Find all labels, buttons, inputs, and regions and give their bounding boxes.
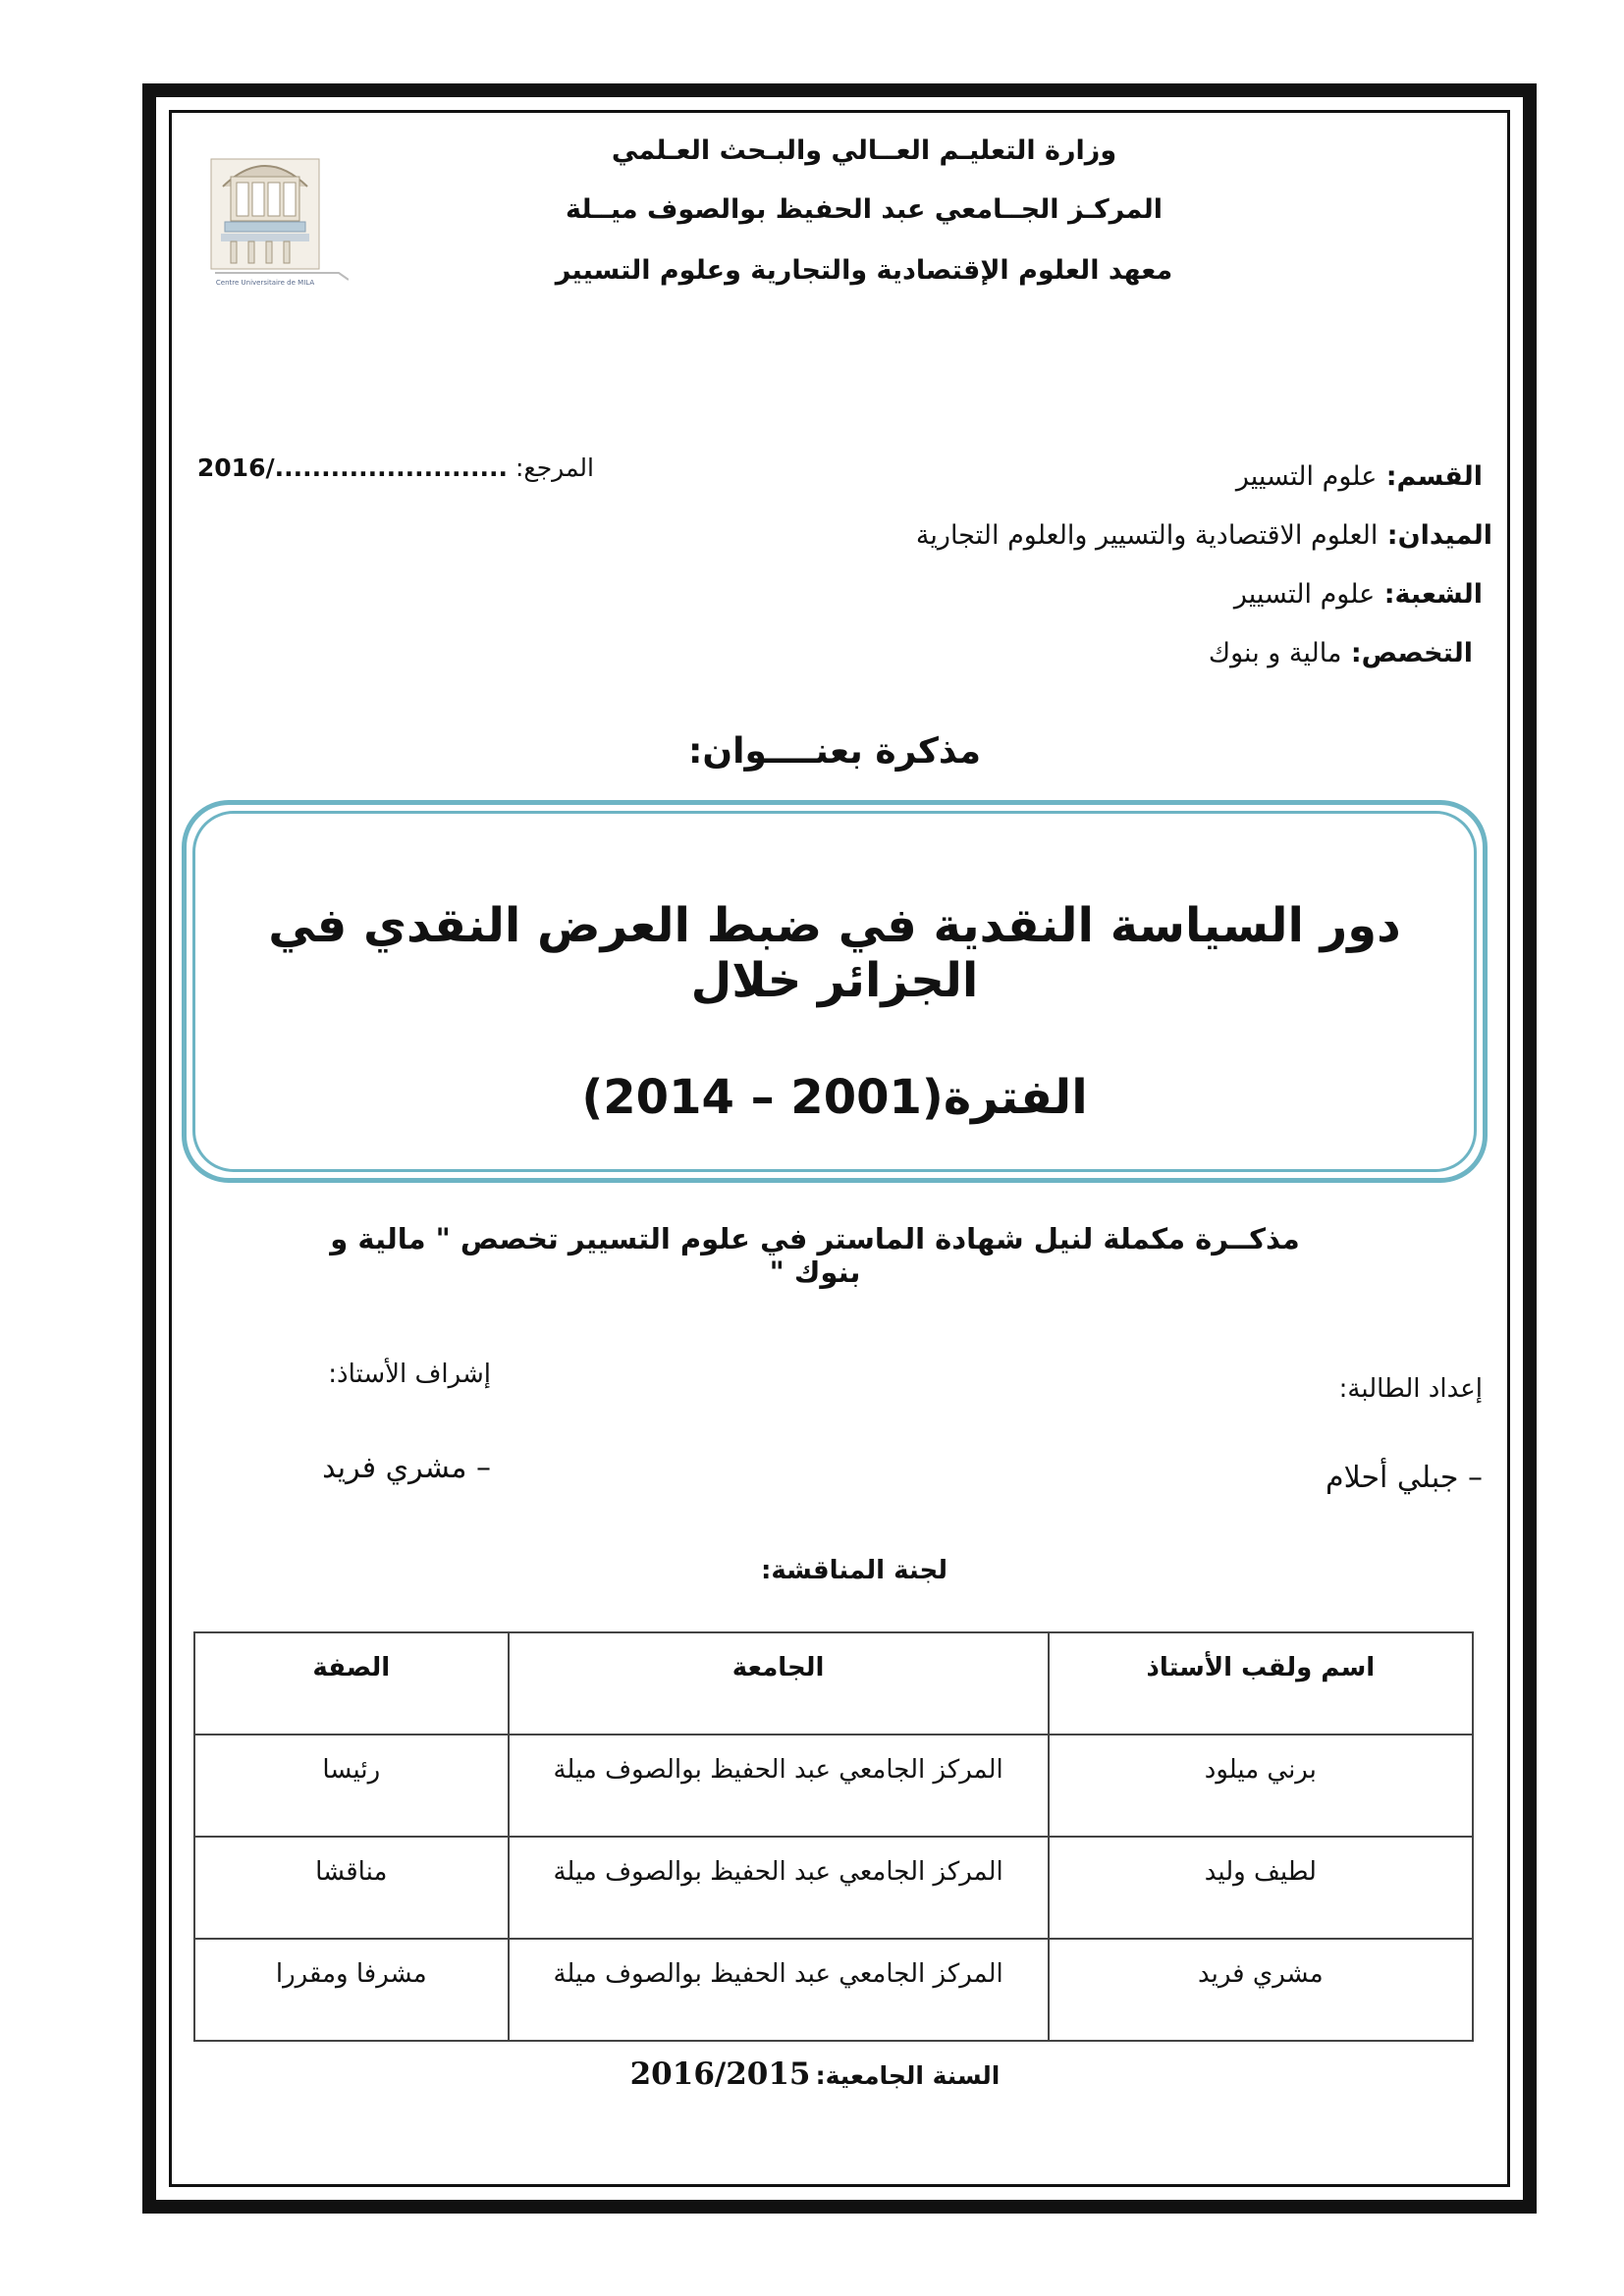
column-header-role: الصفة: [194, 1632, 509, 1735]
university-center-name: المركـز الجــامعي عبد الحفيظ بوالصوف ميــلة: [566, 194, 1163, 225]
student-label: إعداد الطالبة:: [1338, 1374, 1483, 1404]
academic-year-value: 2016/2015: [629, 2056, 811, 2092]
field-value: علوم التسيير: [1235, 461, 1378, 492]
table-row: [194, 1837, 1473, 1939]
logo-caption: Centre Universitaire de MILA: [215, 279, 315, 287]
member-university: المركز الجامعي عبد الحفيظ بوالصوف ميلة: [509, 1939, 1049, 2041]
member-name: لطيف وليد: [1049, 1837, 1473, 1939]
thesis-title-line-1: دور السياسة النقدية في ضبط العرض النقدي في الجزائر خلال: [268, 898, 1401, 1008]
table-row: [194, 1735, 1473, 1837]
member-role: رئيسا: [194, 1735, 509, 1837]
column-header-name: اسم ولقب الأستاذ: [1049, 1632, 1473, 1735]
member-university: المركز الجامعي عبد الحفيظ بوالصوف ميلة: [509, 1837, 1049, 1939]
supervisor-name: – مشري فريد: [322, 1451, 491, 1485]
academic-year-label: السنة الجامعية:: [815, 2061, 1001, 2090]
reference-label: المرجع:: [515, 454, 594, 482]
committee-label: لجنة المناقشة:: [760, 1556, 948, 1585]
field-label: القسم:: [1385, 461, 1483, 492]
field-label: التخصص:: [1350, 638, 1473, 668]
field-domain: [884, 520, 1492, 551]
member-name: برني ميلود: [1049, 1735, 1473, 1837]
reference: [196, 454, 594, 482]
table-row: [194, 1939, 1473, 2041]
memo-heading: مذكرة بعنــــوان:: [688, 731, 981, 772]
title-box: [182, 800, 1488, 1183]
field-value: علوم التسيير: [1233, 579, 1376, 610]
ministry-name: وزارة التعليـم العــالي والبـحث العـلمي: [611, 135, 1117, 166]
field-label: الشعبة:: [1383, 579, 1483, 610]
member-university: المركز الجامعي عبد الحفيظ بوالصوف ميلة: [509, 1735, 1049, 1837]
thesis-title-line-2: الفترة(2001 – 2014): [581, 1070, 1088, 1125]
reference-value: ........................./2016: [196, 454, 509, 482]
field-value: العلوم الاقتصادية والتسيير والعلوم التجارية: [915, 520, 1379, 551]
academic-year: [589, 2056, 1041, 2092]
institute-name: معهد العلوم الإقتصادية والتجارية وعلوم التسيير: [555, 255, 1173, 286]
table-header-row: [194, 1632, 1473, 1735]
member-role: مشرفا ومقررا: [194, 1939, 509, 2041]
field-department: [884, 461, 1483, 492]
field-branch: [884, 579, 1483, 610]
university-logo: [201, 147, 349, 294]
member-name: مشري فريد: [1049, 1939, 1473, 2041]
supervisor-label: إشراف الأستاذ:: [328, 1360, 491, 1389]
thesis-subtitle: مذكــرة مكملة لنيل شهادة الماستر في علوم التسيير تخصص " مالية و بنوك ": [330, 1222, 1300, 1289]
student-name: – جبلي أحلام: [1326, 1461, 1483, 1495]
field-specialty: [884, 638, 1473, 668]
field-value: مالية و بنوك: [1208, 638, 1342, 668]
member-role: مناقشا: [194, 1837, 509, 1939]
field-label: الميدان:: [1386, 520, 1492, 551]
column-header-university: الجامعة: [509, 1632, 1049, 1735]
committee-table: [193, 1631, 1474, 2042]
